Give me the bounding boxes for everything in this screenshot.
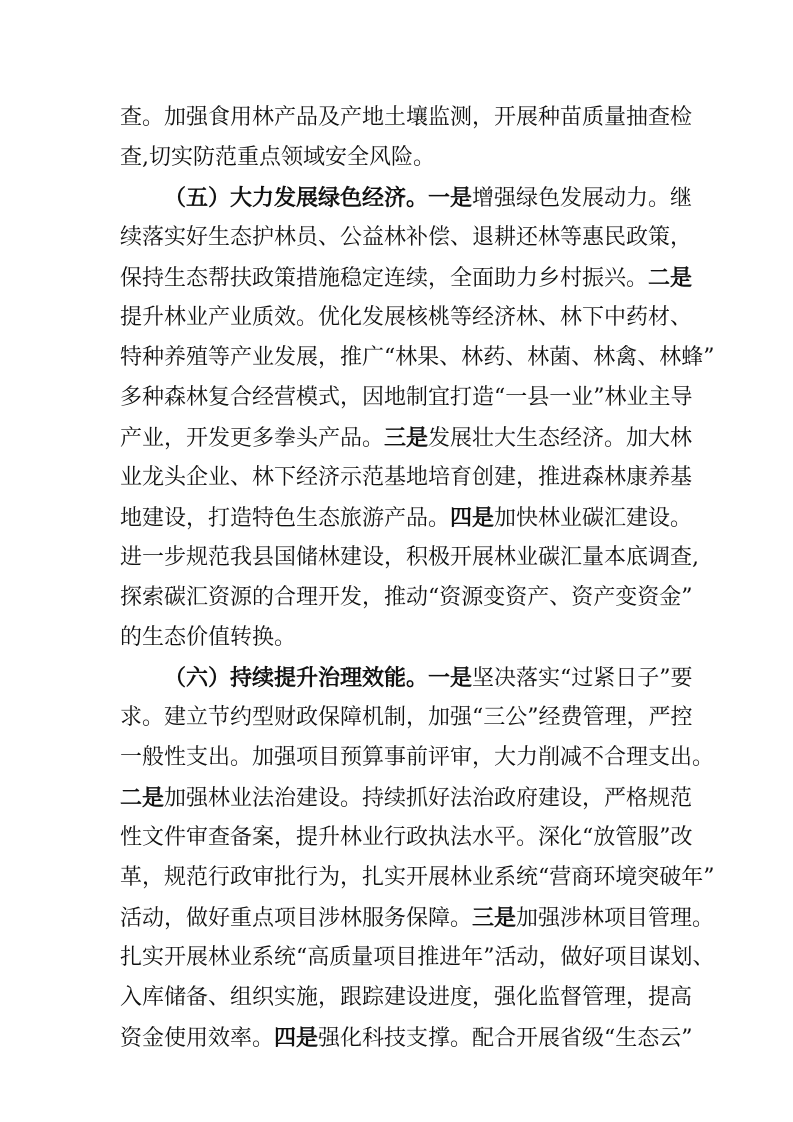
text-line bbox=[120, 783, 693, 813]
text-segment: 性文件审查备案，提升林业行政执法水平。深化“放管服”改 bbox=[120, 825, 693, 850]
text-segment: 加快林业碳汇建设。 bbox=[494, 506, 693, 531]
text-line bbox=[120, 623, 680, 653]
section-heading: （五）大力发展绿色经济。 bbox=[164, 185, 429, 211]
section-heading-line bbox=[164, 183, 693, 213]
text-line bbox=[120, 383, 693, 413]
item-marker: 二是 bbox=[120, 785, 165, 811]
section-heading-line bbox=[164, 663, 693, 693]
text-segment: 加强林业法治建设。持续抓好法治政府建设，严格规范 bbox=[164, 786, 693, 811]
text-segment: 发展壮大生态经济。加大林 bbox=[428, 426, 693, 451]
text-segment: 续落实好生态护林员、公益林补偿、退耕还林等惠民政策， bbox=[120, 225, 693, 250]
item-marker: 一是 bbox=[428, 665, 473, 691]
item-marker: 一是 bbox=[428, 185, 473, 211]
text-line bbox=[120, 863, 715, 893]
text-segment: 强化科技支撑。配合开展省级“生态云” bbox=[318, 1026, 693, 1051]
text-segment: 探索碳汇资源的合理开发，推动“资源变资产、资产变资金” bbox=[120, 585, 693, 610]
text-segment: 求。建立节约型财政保障机制，加强“三公”经费管理，严控 bbox=[120, 705, 693, 730]
text-line bbox=[120, 463, 693, 493]
item-marker: 四是 bbox=[450, 505, 495, 531]
text-line bbox=[120, 983, 693, 1013]
text-line bbox=[120, 223, 693, 253]
text-line bbox=[120, 903, 715, 933]
text-line bbox=[120, 583, 693, 613]
text-line bbox=[120, 543, 699, 573]
text-line bbox=[120, 263, 693, 293]
section-heading: （六）持续提升治理效能。 bbox=[164, 665, 429, 691]
text-segment: 资金使用效率。 bbox=[120, 1026, 275, 1051]
item-marker: 四是 bbox=[274, 1025, 319, 1051]
text-segment: 提升林业产业质效。优化发展核桃等经济林、林下中药材、 bbox=[120, 305, 693, 330]
text-line bbox=[120, 343, 715, 373]
text-segment: 业龙头企业、林下经济示范基地培育创建，推进森林康养基 bbox=[120, 465, 693, 490]
item-marker: 三是 bbox=[384, 425, 429, 451]
text-line bbox=[120, 423, 693, 453]
text-segment: 的生态价值转换。 bbox=[120, 625, 297, 650]
text-segment: 特种养殖等产业发展，推广“林果、林药、林菌、林禽、林蜂” bbox=[120, 345, 715, 370]
text-segment: 革，规范行政审批行为，扎实开展林业系统“营商环境突破年” bbox=[120, 865, 715, 890]
text-line bbox=[120, 743, 715, 773]
text-segment: 一般性支出。加强项目预算事前评审，大力削减不合理支出。 bbox=[120, 745, 715, 770]
text-line bbox=[120, 143, 680, 173]
text-line bbox=[120, 703, 693, 733]
text-segment: 扎实开展林业系统“高质量项目推进年”活动，做好项目谋划、 bbox=[120, 945, 715, 970]
item-marker: 三是 bbox=[472, 905, 517, 931]
text-segment: 入库储备、组织实施，跟踪建设进度，强化监督管理，提高 bbox=[120, 985, 693, 1010]
text-line bbox=[120, 503, 693, 533]
text-segment: 进一步规范我县国储林建设，积极开展林业碳汇量本底调查, bbox=[120, 545, 699, 570]
text-segment: 活动，做好重点项目涉林服务保障。 bbox=[120, 906, 473, 931]
text-segment: 地建设，打造特色生态旅游产品。 bbox=[120, 506, 451, 531]
text-segment: 坚决落实“过紧日子”要 bbox=[472, 666, 693, 691]
text-segment: 查,切实防范重点领域安全风险。 bbox=[120, 145, 435, 170]
text-segment: 产业，开发更多拳头产品。 bbox=[120, 426, 385, 451]
text-segment: 查。加强食用林产品及产地土壤监测，开展种苗质量抽查检 bbox=[120, 105, 693, 130]
text-segment: 增强绿色发展动力。继 bbox=[472, 186, 693, 211]
text-line bbox=[120, 103, 693, 133]
text-segment: 多种森林复合经营模式，因地制宜打造“一县一业”林业主导 bbox=[120, 385, 693, 410]
text-segment: 保持生态帮扶政策措施稳定连续，全面助力乡村振兴。 bbox=[120, 266, 649, 291]
text-line bbox=[120, 823, 693, 853]
text-line bbox=[120, 943, 715, 973]
item-marker: 二是 bbox=[648, 265, 693, 291]
text-line bbox=[120, 1023, 693, 1053]
text-segment: 加强涉林项目管理。 bbox=[516, 906, 715, 931]
text-line bbox=[120, 303, 693, 333]
